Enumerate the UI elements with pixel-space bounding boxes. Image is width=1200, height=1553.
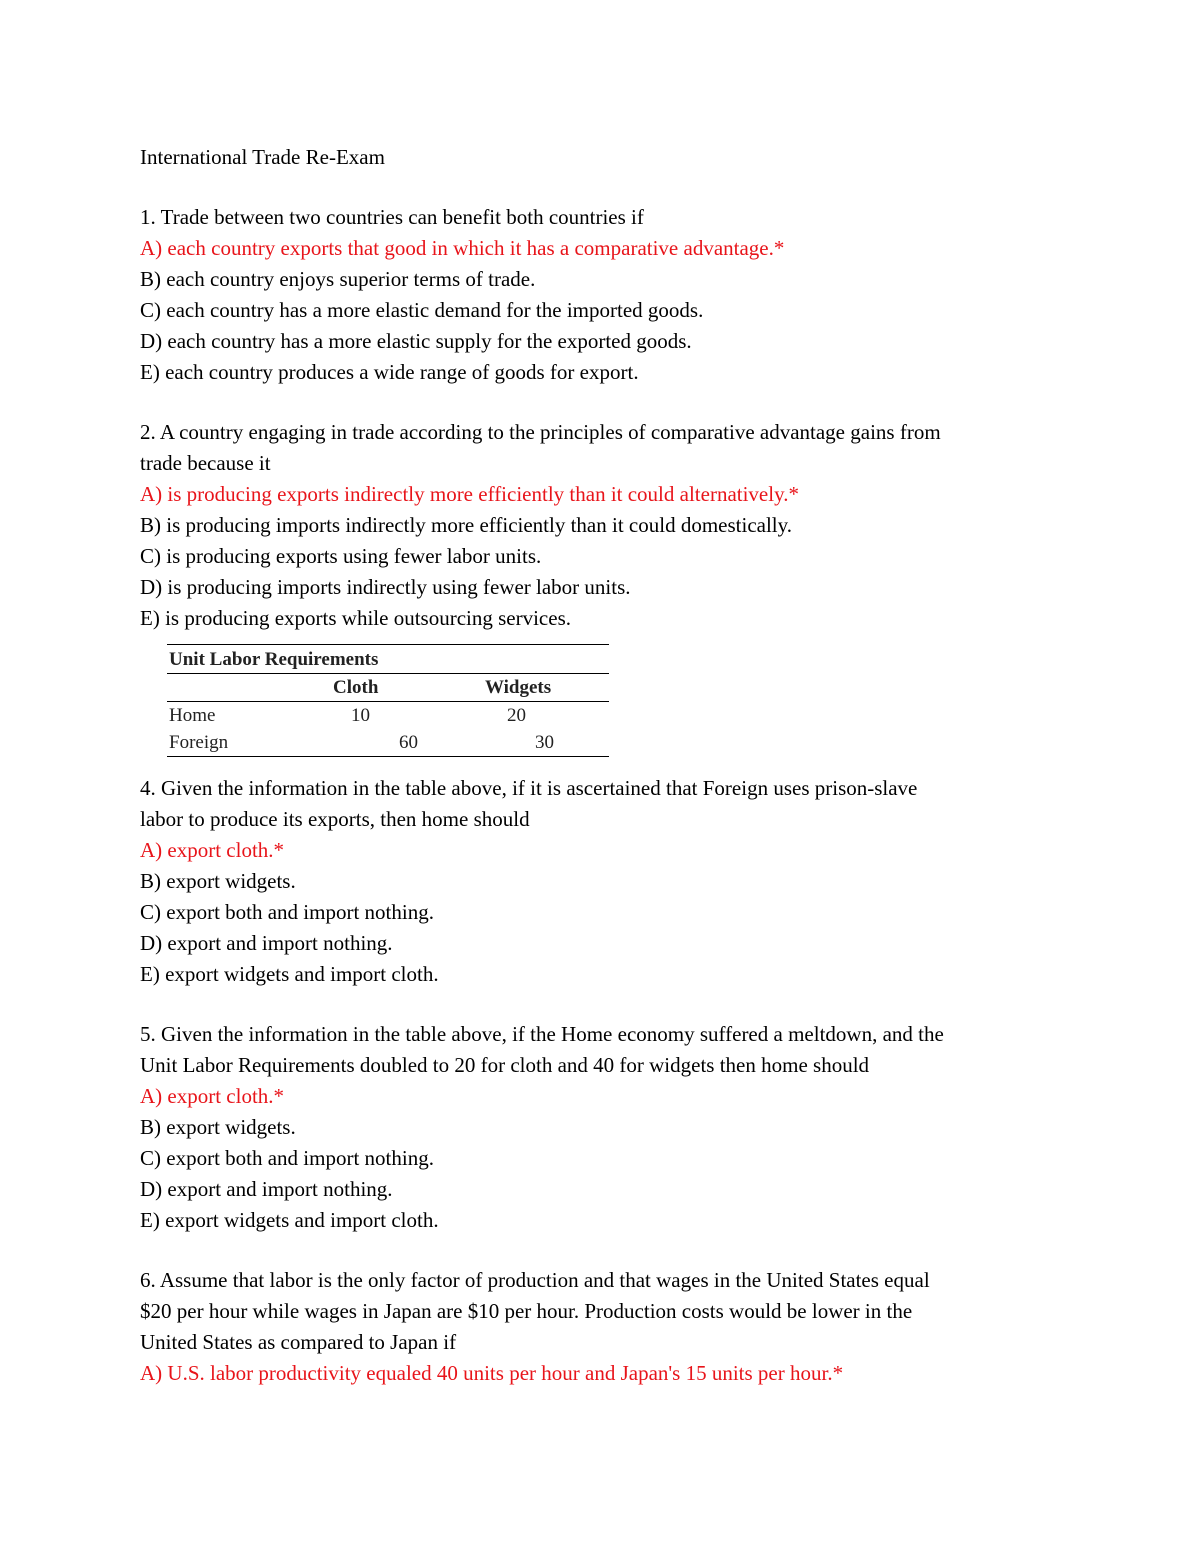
answer-option: D) export and import nothing.: [140, 931, 393, 955]
answer-option: E) export widgets and import cloth.: [140, 1208, 439, 1232]
table-cell-country: Home: [169, 705, 216, 726]
answer-option-correct: A) is producing exports indirectly more efficiently than it could alternatively.*: [140, 482, 799, 506]
question-stem: 6. Assume that labor is the only factor of production and that wages in the United States equal: [140, 1268, 930, 1292]
spacer: [140, 1236, 1060, 1265]
question-stem: 4. Given the information in the table above, if it is ascertained that Foreign uses prison-slave: [140, 776, 918, 800]
question-stem: 2. A country engaging in trade according to the principles of comparative advantage gains from: [140, 420, 941, 444]
question-5: [140, 1019, 1060, 1236]
table-cell-value: 30: [465, 729, 609, 757]
question-stem: 5. Given the information in the table above, if the Home economy suffered a meltdown, and the: [140, 1022, 944, 1046]
answer-option: C) is producing exports using fewer labor units.: [140, 544, 542, 568]
answer-option-correct: A) export cloth.*: [140, 838, 285, 862]
answer-option: B) export widgets.: [140, 1115, 296, 1139]
answer-option: B) each country enjoys superior terms of trade.: [140, 267, 536, 291]
question-stem: Unit Labor Requirements doubled to 20 for cloth and 40 for widgets then home should: [140, 1053, 870, 1077]
document-title: International Trade Re-Exam: [140, 145, 385, 169]
table-row: [167, 702, 609, 730]
answer-option: C) each country has a more elastic demand for the imported goods.: [140, 298, 704, 322]
spacer: [140, 388, 1060, 417]
answer-option-correct: A) each country exports that good in which it has a comparative advantage.*: [140, 236, 785, 260]
answer-option: E) export widgets and import cloth.: [140, 962, 439, 986]
answer-option: B) is producing imports indirectly more efficiently than it could domestically.: [140, 513, 793, 537]
answer-option-correct: A) export cloth.*: [140, 1084, 285, 1108]
table-header-widgets: Widgets: [465, 674, 609, 702]
answer-option-correct: A) U.S. labor productivity equaled 40 units per hour and Japan's 15 units per hour.*: [140, 1361, 844, 1385]
table-cell-country: Foreign: [167, 729, 321, 757]
table-header-cloth: Cloth: [321, 674, 465, 702]
answer-option: E) is producing exports while outsourcing services.: [140, 606, 571, 630]
answer-option: D) each country has a more elastic supply for the exported goods.: [140, 329, 692, 353]
answer-option: D) is producing imports indirectly using fewer labor units.: [140, 575, 631, 599]
spacer: [140, 990, 1060, 1019]
question-4: [140, 773, 1060, 990]
question-stem: labor to produce its exports, then home should: [140, 807, 530, 831]
question-6: [140, 1265, 1060, 1389]
question-stem: United States as compared to Japan if: [140, 1330, 457, 1354]
unit-labor-requirements-table: [167, 644, 609, 757]
question-stem: trade because it: [140, 451, 271, 475]
table-header-empty: [167, 674, 321, 702]
answer-option: C) export both and import nothing.: [140, 1146, 434, 1170]
answer-option: C) export both and import nothing.: [140, 900, 434, 924]
table-caption: Unit Labor Requirements: [167, 645, 609, 674]
question-1: [140, 202, 1060, 388]
table-cell-value: 20: [507, 705, 526, 726]
table-cell-value: 10: [351, 705, 370, 726]
answer-option: E) each country produces a wide range of goods for export.: [140, 360, 639, 384]
question-2: [140, 417, 1060, 634]
answer-option: B) export widgets.: [140, 869, 296, 893]
table-cell-value: 60: [321, 729, 465, 757]
question-stem: 1. Trade between two countries can benefit both countries if: [140, 205, 644, 229]
table-row: [167, 729, 609, 757]
question-stem: $20 per hour while wages in Japan are $10 per hour. Production costs would be lower in the: [140, 1299, 913, 1323]
exam-document: [140, 142, 1060, 1389]
answer-option: D) export and import nothing.: [140, 1177, 393, 1201]
